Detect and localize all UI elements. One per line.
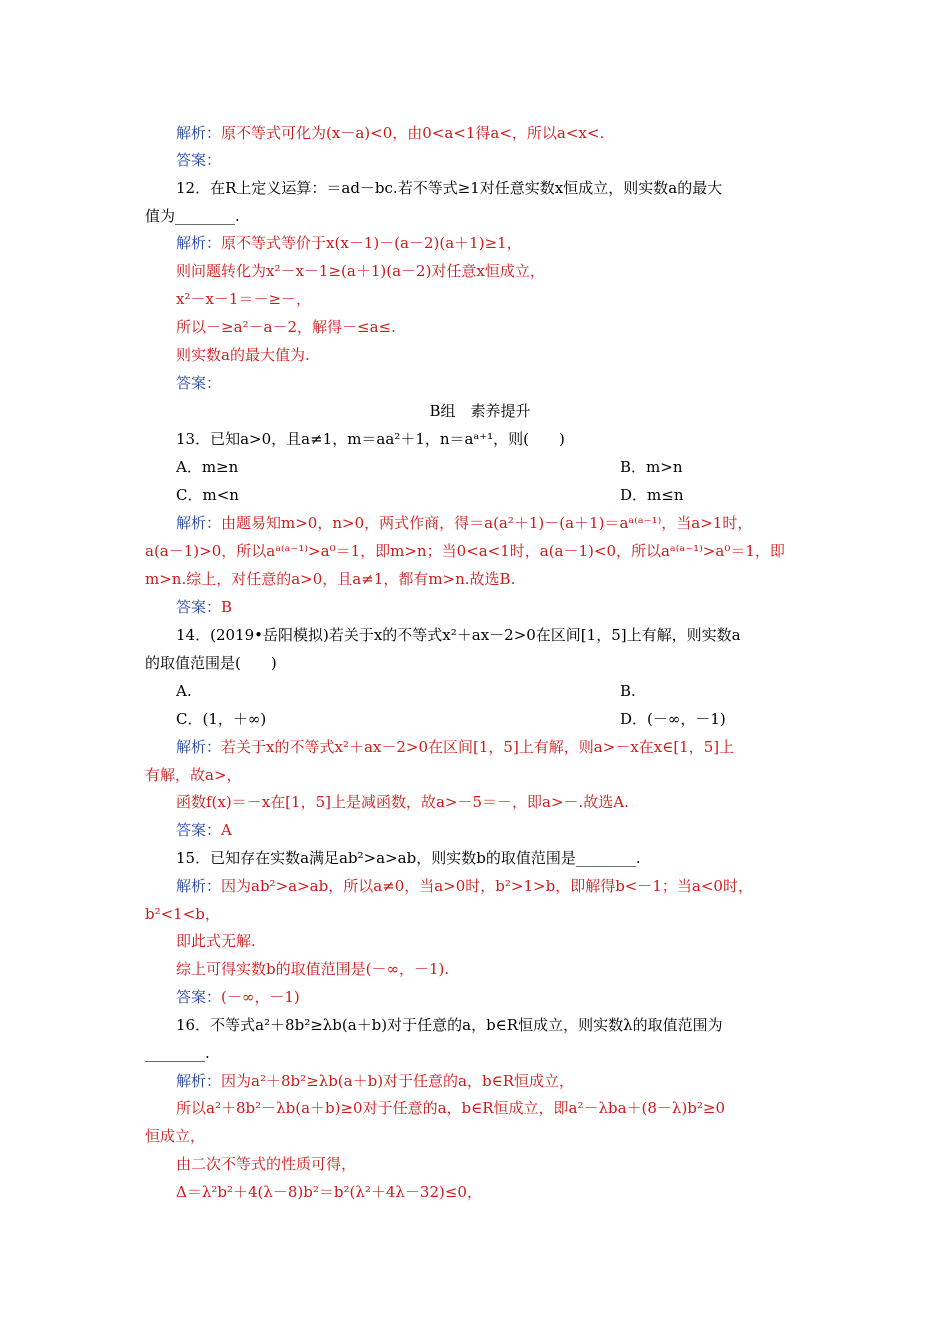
q12-analysis-line-2: 则问题转化为x²－x－1≥(a＋1)(a－2)对任意x恒成立， xyxy=(176,262,545,280)
q11-answer-line xyxy=(176,150,816,172)
q12-analysis-line-4: 所以－≥a²－a－2，解得－≤a≤. xyxy=(176,318,396,336)
q12-analysis-line-1 xyxy=(176,233,816,255)
q16-stem-line-2: ________. xyxy=(145,1044,210,1062)
option-c: C．m<n xyxy=(176,486,239,504)
q12-analysis-line-3: x²－x－1＝－≥－， xyxy=(176,290,312,308)
q13-analysis-line-2: a(a－1)>0，所以aᵃ⁽ᵃ⁻¹⁾>a⁰＝1，即m>n；当0<a<1时，a(a－1)<0，所以aᵃ⁽ᵃ⁻¹⁾>a⁰＝1，即 xyxy=(145,542,785,560)
q11-analysis-text: 原不等式可化为(x－a)<0，由0<a<1得a<，所以a<x<. xyxy=(221,124,605,142)
q15-analysis-line-4: 综上可得实数b的取值范围是(－∞，－1). xyxy=(176,960,450,978)
q16-analysis-line-1 xyxy=(176,1071,816,1093)
q13-analysis-line-1 xyxy=(176,513,816,535)
q13-analysis-text-1: 由题易知m>0，n>0，两式作商，得＝a(a²＋1)－(a＋1)＝aᵃ⁽ᵃ⁻¹⁾，当a>1时， xyxy=(221,514,753,532)
answer-label: 答案： xyxy=(176,988,222,1006)
q13-analysis-line-3: m>n.综上，对任意的a>0，且a≠1，都有m>n.故选B. xyxy=(145,570,516,588)
answer-label: 答案： xyxy=(176,821,222,839)
analysis-label: 解析： xyxy=(176,234,222,252)
option-d: D．(－∞，－1) xyxy=(620,710,726,728)
q14-answer-line xyxy=(176,820,816,842)
q14-analysis-line-3: 函数f(x)＝－x在[1，5]上是减函数，故a>－5＝－，即a>－.故选A. xyxy=(176,793,629,811)
analysis-label: 解析： xyxy=(176,877,222,895)
q13-stem: 13．已知a>0，且a≠1，m＝aa²＋1，n＝aᵃ⁺¹，则( ) xyxy=(176,430,565,448)
q14-options-row-1 xyxy=(176,681,816,703)
q15-analysis-line-2: b²<1<b， xyxy=(145,905,220,923)
option-b: B. xyxy=(620,682,636,700)
answer-label: 答案： xyxy=(176,598,222,616)
q14-stem-line-2: 的取值范围是( ) xyxy=(145,654,277,672)
q14-analysis-line-2: 有解，故a>， xyxy=(145,766,242,784)
q16-analysis-text-1: 因为a²＋8b²≥λb(a＋b)对于任意的a，b∈R恒成立， xyxy=(221,1072,575,1090)
q13-answer-text: B xyxy=(221,598,233,616)
q15-answer-line xyxy=(176,987,816,1009)
option-c: C．(1，＋∞) xyxy=(176,710,267,728)
q15-stem: 15．已知存在实数a满足ab²>a>ab，则实数b的取值范围是________. xyxy=(176,849,641,867)
q16-analysis-line-3: 恒成立， xyxy=(145,1127,206,1145)
option-a: A．m≥n xyxy=(176,458,239,476)
analysis-label: 解析： xyxy=(176,738,222,756)
q12-analysis-text-1: 原不等式等价于x(x－1)－(a－2)(a＋1)≥1， xyxy=(221,234,522,252)
q12-analysis-line-5: 则实数a的最大值为. xyxy=(176,346,310,364)
analysis-label: 解析： xyxy=(176,514,222,532)
q13-answer-line xyxy=(176,597,816,619)
answer-label: 答案： xyxy=(176,151,222,169)
q11-analysis-line xyxy=(176,123,816,145)
q15-analysis-line-3: 即此式无解. xyxy=(176,932,256,950)
q12-answer-line xyxy=(176,373,816,395)
analysis-label: 解析： xyxy=(176,1072,222,1090)
q16-analysis-line-2: 所以a²＋8b²－λb(a＋b)≥0对于任意的a，b∈R恒成立，即a²－λba＋(8－λ)b²≥0 xyxy=(176,1099,726,1117)
q14-answer-text: A xyxy=(221,821,232,839)
q13-options-row-2 xyxy=(176,485,816,507)
q16-analysis-line-4: 由二次不等式的性质可得， xyxy=(176,1155,357,1173)
q16-analysis-line-5: Δ＝λ²b²＋4(λ－8)b²＝b²(λ²＋4λ－32)≤0， xyxy=(176,1183,482,1201)
analysis-label: 解析： xyxy=(176,124,222,142)
q12-stem-line-1: 12．在R上定义运算：＝ad－bc.若不等式≥1对任意实数x恒成立，则实数a的最大 xyxy=(176,179,723,197)
q14-analysis-line-1 xyxy=(176,737,816,759)
q14-options-row-2 xyxy=(176,709,816,731)
q15-analysis-line-1 xyxy=(176,876,816,898)
option-b: B．m>n xyxy=(620,458,683,476)
q14-stem-line-1: 14．(2019•岳阳模拟)若关于x的不等式x²＋ax－2>0在区间[1，5]上有解，则实数a xyxy=(176,626,741,644)
q12-stem-line-2: 值为________. xyxy=(145,207,240,225)
q15-analysis-text-1: 因为ab²>a>ab，所以a≠0，当a>0时，b²>1>b，即解得b<－1；当a<0时， xyxy=(221,877,753,895)
q13-options-row-1 xyxy=(176,457,816,479)
q14-analysis-text-1: 若关于x的不等式x²＋ax－2>0在区间[1，5]上有解，则a>－x在x∈[1，5]上 xyxy=(221,738,735,756)
section-heading: B组 素养提升 xyxy=(429,402,531,420)
answer-label: 答案： xyxy=(176,374,222,392)
q16-stem-line-1: 16．不等式a²＋8b²≥λb(a＋b)对于任意的a，b∈R恒成立，则实数λ的取值范围为 xyxy=(176,1016,723,1034)
q15-answer-text: (－∞，－1) xyxy=(221,988,300,1006)
option-d: D．m≤n xyxy=(620,486,684,504)
option-a: A. xyxy=(176,682,192,700)
